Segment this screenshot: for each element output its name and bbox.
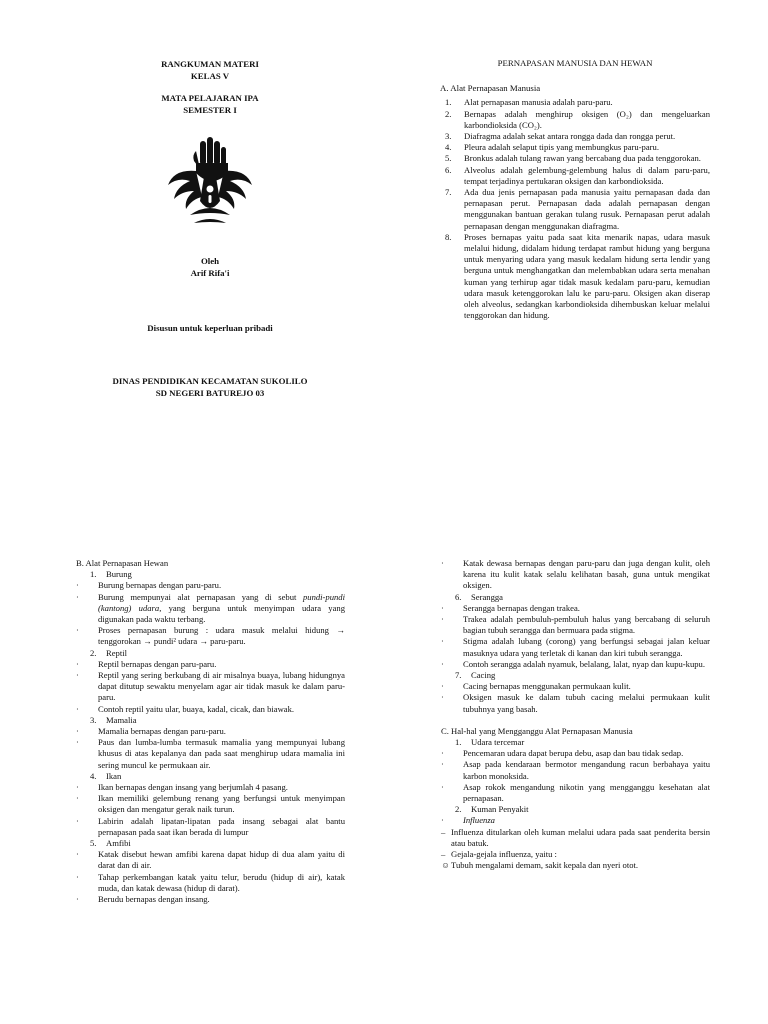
list-item: · Reptil bernapas dengan paru-paru. [76, 658, 217, 669]
list-item: · Pencemaran udara dapat berupa debu, asap dan bau tidak sedap. [441, 748, 684, 759]
subsection-burung: 1. Burung [90, 569, 132, 580]
section-c-heading: C. Hal-hal yang Mengganggu Alat Pernapasan Manusia [441, 725, 633, 736]
author-name: Arif Rifa'i [190, 268, 230, 278]
subsection-cacing: 7. Cacing [455, 670, 496, 681]
list-item: · Labirin adalah lipatan-lipatan pada insang sebagai alat bantu pernapasan pada saat ikan berada di lumpur [76, 815, 345, 837]
section-a-list [440, 97, 710, 321]
list-item: · Ikan bernapas dengan insang yang berjumlah 4 pasang. [76, 782, 288, 793]
purpose-note: Disusun untuk keperluan pribadi [147, 323, 273, 333]
institution-block [90, 375, 330, 399]
list-item: · Influenza [441, 815, 495, 826]
list-item: 7. Ada dua jenis pernapasan pada manusia yaitu pernapasan dada dan pernapasan perut. Pernapasan dada adalah pernapasan dengan menggunakan bantuan gerakan tulang rusuk. Pernapasan perut adalah pernapasan dengan menggunakan diafragma. [445, 187, 710, 231]
list-item: · Contoh serangga adalah nyamuk, belalang, lalat, nyap dan kupu-kupu. [441, 658, 705, 669]
list-item: · Oksigen masuk ke dalam tubuh cacing melalui permukaan kulit tubuhnya yang basah. [441, 692, 710, 714]
list-item: · Asap rokok mengandung nikotin yang mengganggu kesehatan alat pernapasan. [441, 781, 710, 804]
cover-semester: SEMESTER I [183, 105, 237, 115]
list-item: · Stigma adalah lubang (corong) yang berfungsi sebagai jalan keluar masuknya udara yang terletak di kanan dan kiri tubuh serangga. [441, 636, 710, 658]
list-item: · Contoh reptil yaitu ular, buaya, kadal, cicak, dan biawak. [76, 703, 295, 714]
subsection-kuman: 2. Kuman Penyakit [455, 804, 529, 815]
list-item: – Influenza ditularkan oleh kuman melalui udara pada saat penderita bersin atau batuk. [441, 826, 710, 848]
list-item: 3. Diafragma adalah sekat antara rongga dada dan rongga perut. [445, 131, 676, 142]
list-item: · Trakea adalah pembuluh-pembuluh halus yang bercabang di seluruh bagian tubuh serangga dan bermuara pada stigma. [441, 614, 710, 636]
subsection-amfibi: 5. Amfibi [90, 838, 131, 849]
section-b-column [76, 558, 345, 905]
list-item: 1. Alat pernapasan manusia adalah paru-paru. [445, 97, 613, 108]
section-c-column [441, 558, 710, 871]
author-by-label: Oleh [200, 256, 220, 266]
list-item: · Katak disebut hewan amfibi karena dapat hidup di dua alam yaitu di darat dan di air. [76, 849, 345, 871]
list-item: · Asap pada kendaraan bermotor mengandung racun berbahaya yaitu karbon monoksida. [441, 759, 710, 781]
section-b-heading: B. Alat Pernapasan Hewan [76, 558, 169, 568]
list-item: 5. Bronkus adalah tulang rawan yang bercabang dua pada tenggorokan. [445, 153, 701, 164]
subsection-serangga: 6. Serangga [455, 591, 503, 602]
author-block [100, 255, 320, 279]
list-item: · Reptil yang sering berkubang di air misalnya buaya, lubang hidungnya dapat ditutup sewaktu menyelam agar air tidak masuk ke dalam paru-paru. [76, 670, 345, 703]
cover-subject: MATA PELAJARAN IPA [161, 93, 259, 103]
cover-page [100, 58, 320, 116]
list-item: · Berudu bernapas dengan insang. [76, 894, 210, 905]
section-a-column [440, 58, 710, 321]
cover-title: RANGKUMAN MATERI [161, 59, 259, 69]
subsection-reptil: 2. Reptil [90, 647, 128, 658]
institution-office: DINAS PENDIDIKAN KECAMATAN SUKOLILO [112, 376, 308, 386]
list-item: – Gejala-gejala influenza, yaitu : [441, 849, 557, 860]
list-item: · Tahap perkembangan katak yaitu telur, berudu (hidup di air), katak muda, dan katak dewasa (hidup di darat). [76, 871, 345, 893]
page-title: PERNAPASAN MANUSIA DAN HEWAN [497, 58, 653, 68]
list-item: · Mamalia bernapas dengan paru-paru. [76, 726, 226, 737]
list-item: 8. Proses bernapas yaitu pada saat kita menarik napas, udara masuk melalui hidung, didalam hidung terdapat rambut hidung yang berguna untuk menyaring udara yang masuk kedalam hidung serta lendir yang berguna untuk menghangatkan dan melembabkan udara serta menahan kuman yang terhirup agar tidak masuk kedalam paru-paru, kemudian udara masuk ketenggorokan lalu ke paru-paru. Oksigen akan diserap oleh alveolus, sedangkan karbondioksida dihembuskan keluar melalui tenggorokan dan hidung. [445, 231, 710, 321]
list-item: ☺ Tubuh mengalami demam, sakit kepala dan nyeri otot. [441, 860, 639, 871]
list-item: 4. Pleura adalah selaput tipis yang membungkus paru-paru. [445, 142, 659, 153]
subsection-mamalia: 3. Mamalia [90, 714, 137, 725]
list-item: · Cacing bernapas menggunakan permukaan kulit. [441, 681, 631, 692]
list-item: 6. Alveolus adalah gelembung-gelembung halus di dalam paru-paru, tempat terjadinya pertukaran oksigen dan karbondioksida. [445, 164, 710, 186]
list-item: · Ikan memiliki gelembung renang yang berfungsi untuk menyimpan oksigen dan mengatur gerak naik turun. [76, 793, 345, 815]
list-item: · Katak dewasa bernapas dengan paru-paru dan juga dengan kulit, oleh karena itu kulit katak selalu kelihatan basah, guna untuk mengikat oksigen. [441, 558, 710, 591]
institution-school: SD NEGERI BATUREJO 03 [155, 388, 265, 398]
list-item: 2. Bernapas adalah menghirup oksigen (O₂) dan mengeluarkan karbondioksida (CO₂). [445, 108, 710, 130]
list-item: · Proses pernapasan burung : udara masuk melalui hidung → tenggorokan → pundi² udara → paru-paru. [76, 625, 345, 647]
subsection-ikan: 4. Ikan [90, 770, 122, 781]
list-item: · Burung mempunyai alat pernapasan yang di sebut pundi-pundi (kantong) udara, yang berguna untuk menyimpan udara yang digunakan pada waktu terbang. [76, 591, 345, 625]
subsection-udara: 1. Udara tercemar [455, 737, 525, 748]
list-item: · Serangga bernapas dengan trakea. [441, 602, 580, 613]
list-item: · Burung bernapas dengan paru-paru. [76, 580, 222, 591]
tut-wuri-handayani-logo [160, 133, 260, 233]
section-a-heading: A. Alat Pernapasan Manusia [440, 83, 541, 94]
list-item: · Paus dan lumba-lumba termasuk mamalia yang mempunyai lubang khusus di atas kepalanya dan pada saat menghirup udara mamalia ini sering muncul ke permukaan air. [76, 737, 345, 770]
cover-class: KELAS V [190, 71, 230, 81]
